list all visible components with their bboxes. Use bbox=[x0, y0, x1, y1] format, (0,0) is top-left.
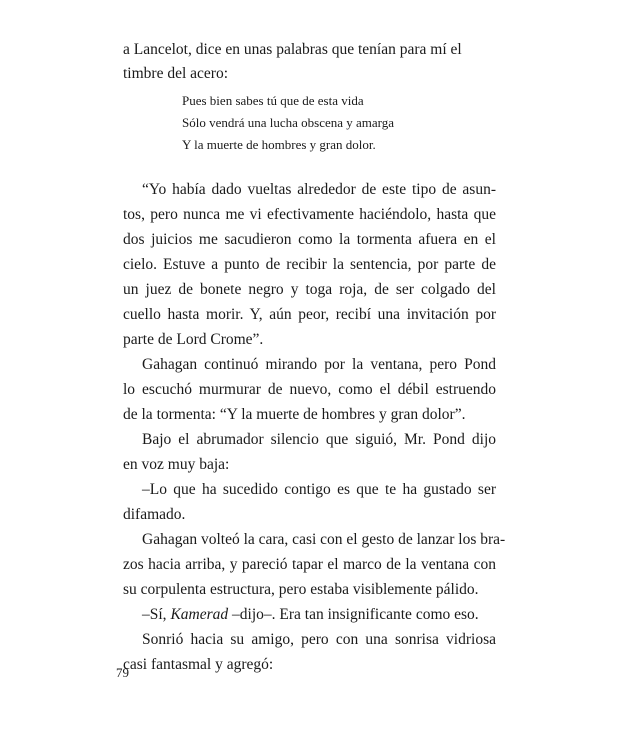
body-line-11: Bajo el abrumador silencio que siguió, Mr. Pond dijo bbox=[142, 431, 496, 448]
page-number: 79 bbox=[116, 665, 129, 680]
verse-line-3: Y la muerte de hombres y gran dolor. bbox=[182, 137, 376, 152]
verse-line-2: Sólo vendrá una lucha obscena y amarga bbox=[182, 115, 395, 130]
body-line-20: casi fantasmal y agregó: bbox=[123, 656, 274, 673]
body-line-1: “Yo había dado vueltas alrededor de este tipo de asun- bbox=[142, 181, 496, 198]
intro-line-1: a Lancelot, dice en unas palabras que tenían para mí el bbox=[123, 41, 462, 58]
body-line-2: tos, pero nunca me vi efectivamente haciéndolo, hasta que bbox=[123, 206, 496, 223]
body-line-18 bbox=[142, 605, 496, 625]
body-line-9: lo escuchó murmurar de nuevo, como el débil estruendo bbox=[123, 381, 496, 398]
intro-line-2: timbre del acero: bbox=[123, 65, 229, 82]
verse-line-1: Pues bien sabes tú que de esta vida bbox=[182, 93, 364, 108]
body-line-19: Sonrió hacia su amigo, pero con una sonrisa vidriosa bbox=[142, 631, 496, 648]
body-line-7: parte de Lord Crome”. bbox=[123, 331, 264, 348]
body-line-4: cielo. Estuve a punto de recibir la sentencia, por parte de bbox=[123, 256, 496, 273]
body-line-17: su corpulenta estructura, pero estaba visiblemente pálido. bbox=[123, 581, 479, 598]
body-line-12: en voz muy baja: bbox=[123, 456, 230, 473]
body-line-8: Gahagan continuó mirando por la ventana, pero Pond bbox=[142, 356, 496, 373]
body-line-5: un juez de bonete negro y toga roja, de ser colgado del bbox=[123, 281, 496, 298]
dialogue-rest: –dijo–. Era tan insignificante como eso. bbox=[228, 606, 479, 623]
body-line-13: –Lo que ha sucedido contigo es que te ha gustado ser bbox=[142, 481, 496, 498]
dialogue-open: –Sí, bbox=[142, 606, 171, 623]
body-line-15: Gahagan volteó la cara, casi con el gesto de lanzar los bra- bbox=[142, 531, 506, 548]
body-line-10: de la tormenta: “Y la muerte de hombres y gran dolor”. bbox=[123, 406, 466, 423]
italic-word: Kamerad bbox=[170, 606, 229, 623]
body-line-6: cuello hasta morir. Y, aún peor, recibí una invitación por bbox=[123, 306, 496, 323]
body-line-3: dos juicios me sacudieron como la tormenta afuera en el bbox=[123, 231, 496, 248]
body-line-16: zos hacia arriba, y pareció tapar el marco de la ventana con bbox=[123, 556, 496, 573]
body-line-14: difamado. bbox=[123, 506, 186, 523]
